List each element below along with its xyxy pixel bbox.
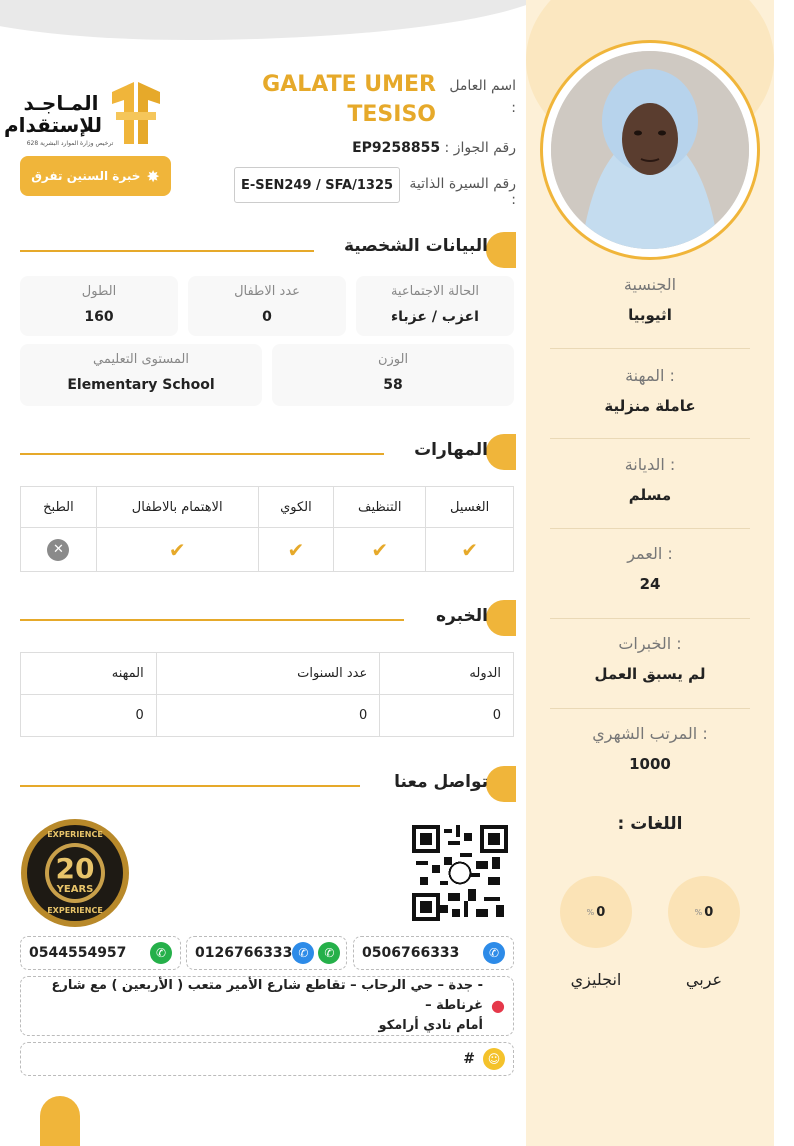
address-line1: - جدة – حي الرحاب – تقاطع شارع الأمير متعب ( الأربعين ) مع شارع غرناطة –	[51, 978, 484, 1013]
snapchat-icon: ☺	[483, 1048, 505, 1070]
children-cell	[188, 276, 346, 336]
section-marker	[486, 232, 516, 268]
divider	[550, 618, 750, 619]
address-box[interactable]	[20, 976, 514, 1036]
section-marker	[486, 600, 516, 636]
sparkle-icon: ✸	[146, 166, 160, 186]
section-marker	[486, 434, 516, 470]
divider	[550, 708, 750, 709]
snapchat-box[interactable]	[20, 1042, 514, 1076]
experience-side-block	[550, 634, 750, 683]
skills-status-row	[21, 528, 514, 572]
children-value: 0	[262, 309, 272, 325]
section-line	[20, 250, 314, 252]
column-header: عدد السنوات	[156, 653, 380, 695]
language-level-value: 0	[704, 904, 714, 920]
phone-number: 0506766333	[362, 945, 460, 961]
check-icon: ✔	[168, 537, 186, 562]
company-name	[4, 91, 102, 137]
phone-pill-2[interactable]	[186, 936, 347, 970]
experience-section-title: الخبره	[435, 606, 488, 626]
qr-code[interactable]	[412, 825, 508, 921]
check-icon: ✔	[287, 537, 305, 562]
personal-section-title: البيانات الشخصية	[343, 236, 488, 256]
experience-label: الخبرات :	[618, 634, 682, 653]
height-value: 160	[84, 309, 114, 325]
skill-name: الطبخ	[21, 487, 97, 528]
worker-name-line2: TESISO	[347, 102, 436, 127]
contact-section-title: تواصل معنا	[394, 772, 488, 792]
section-line	[20, 453, 384, 455]
phone-pill-1[interactable]	[353, 936, 514, 970]
language-name: عربي	[685, 970, 723, 989]
weight-cell	[272, 344, 514, 406]
check-icon: ✔	[371, 537, 389, 562]
language-level-circle	[560, 876, 632, 948]
height-cell	[20, 276, 178, 336]
experience-value: لم يسبق العمل	[594, 665, 706, 683]
company-license: ترخيص وزارة الموارد البشرية 628	[26, 140, 114, 147]
passport-row	[240, 140, 516, 156]
skills-section-title: المهارات	[414, 440, 488, 460]
worker-photo	[551, 51, 749, 249]
salary-value: 1000	[629, 755, 671, 773]
company-logo-icon	[104, 78, 168, 148]
language-arabic	[668, 876, 740, 989]
seal-number: 20	[55, 852, 95, 885]
nationality-value: اثيوبيا	[628, 306, 672, 324]
age-value: 24	[639, 575, 661, 593]
company-name-line1: المـاجـد	[23, 91, 99, 115]
phone-number: 0126766333	[195, 945, 293, 961]
experience-header-row	[21, 653, 514, 695]
percent-unit: %	[586, 907, 595, 917]
address-line2: أمام نادي أرامكو	[378, 1018, 484, 1033]
column-header: الدوله	[380, 653, 514, 695]
seal-top-text: EXPERIENCE	[47, 830, 103, 839]
language-name: انجليزي	[570, 970, 622, 989]
whatsapp-icon: ✆	[318, 942, 340, 964]
percent-unit: %	[694, 907, 703, 917]
location-pin-icon: ●	[491, 996, 505, 1015]
marital-status-cell	[356, 276, 514, 336]
whatsapp-icon: ✆	[150, 942, 172, 964]
passport-value: EP9258855	[352, 140, 441, 156]
profession-label: المهنة :	[625, 366, 675, 385]
divider	[550, 438, 750, 439]
age-block	[550, 544, 750, 593]
worker-name-line1: GALATE UMER	[262, 72, 436, 97]
skill-status-cell	[21, 528, 97, 572]
weight-value: 58	[383, 377, 403, 393]
section-line	[20, 619, 404, 621]
cross-icon: ✕	[47, 539, 69, 561]
check-icon: ✔	[461, 537, 478, 562]
language-level-value: 0	[596, 904, 606, 920]
education-value: Elementary School	[67, 377, 215, 393]
salary-label: المرتب الشهري :	[592, 724, 708, 743]
passport-label: رقم الجواز :	[444, 140, 516, 156]
marital-label: الحالة الاجتماعية	[390, 284, 480, 299]
company-name-line2: للإستقدام	[4, 113, 102, 137]
seal-years: YEARS	[56, 884, 94, 895]
skills-header-row	[21, 487, 514, 528]
skills-table	[20, 486, 514, 572]
worker-name-label	[440, 78, 516, 116]
age-label: العمر :	[627, 544, 673, 563]
seal-bottom-text: EXPERIENCE	[47, 906, 103, 915]
education-label: المستوى التعليمي	[93, 352, 189, 367]
nationality-block	[550, 275, 750, 324]
profession-block	[550, 366, 750, 415]
column-header: المهنه	[21, 653, 157, 695]
height-label: الطول	[81, 284, 117, 299]
top-swoosh-decoration	[0, 0, 560, 40]
religion-block	[550, 455, 750, 504]
cv-label: رقم السيرة الذاتية :	[409, 176, 516, 208]
cv-number-box: E-SEN249 / SFA/1325	[234, 167, 400, 203]
experience-badge-text: خبرة السنين تفرق	[31, 169, 141, 183]
experience-cell: 0	[21, 695, 157, 737]
skill-status-cell	[258, 528, 334, 572]
snapchat-handle: #	[463, 1051, 475, 1067]
education-cell	[20, 344, 262, 406]
skill-name: الاهتمام بالاطفال	[96, 487, 258, 528]
experience-cell: 0	[156, 695, 380, 737]
section-marker	[486, 766, 516, 802]
marital-value: اعزب / عزباء	[391, 309, 479, 325]
children-label: عدد الاطفال	[234, 284, 300, 299]
phone-pill-3[interactable]	[20, 936, 181, 970]
skill-status-cell	[96, 528, 258, 572]
worker-name-label-text: اسم العامل	[449, 78, 516, 94]
profession-value: عاملة منزلية	[604, 397, 696, 415]
skill-status-cell	[426, 528, 514, 572]
language-level-circle	[668, 876, 740, 948]
worker-name	[240, 70, 436, 130]
experience-row	[21, 695, 514, 737]
experience-badge-button	[20, 156, 171, 196]
section-line	[20, 785, 360, 787]
phone-number: 0544554957	[29, 945, 127, 961]
languages-title: اللغات :	[617, 814, 683, 834]
experience-cell: 0	[380, 695, 514, 737]
skill-name: الكوي	[258, 487, 334, 528]
weight-label: الوزن	[377, 352, 409, 367]
phone-icon: ✆	[483, 942, 505, 964]
religion-value: مسلم	[628, 486, 672, 504]
divider	[550, 348, 750, 349]
skill-name: التنظيف	[334, 487, 426, 528]
salary-block	[550, 724, 750, 773]
nationality-label: الجنسية	[623, 275, 677, 294]
bottom-accent	[40, 1096, 80, 1146]
address-text	[29, 976, 483, 1036]
experience-table	[20, 652, 514, 737]
religion-label: الديانة :	[624, 455, 676, 474]
skill-status-cell	[334, 528, 426, 572]
language-english	[560, 876, 632, 989]
divider	[550, 528, 750, 529]
worker-name-colon: :	[511, 100, 516, 116]
phone-icon: ✆	[292, 942, 314, 964]
skill-name: الغسيل	[426, 487, 514, 528]
